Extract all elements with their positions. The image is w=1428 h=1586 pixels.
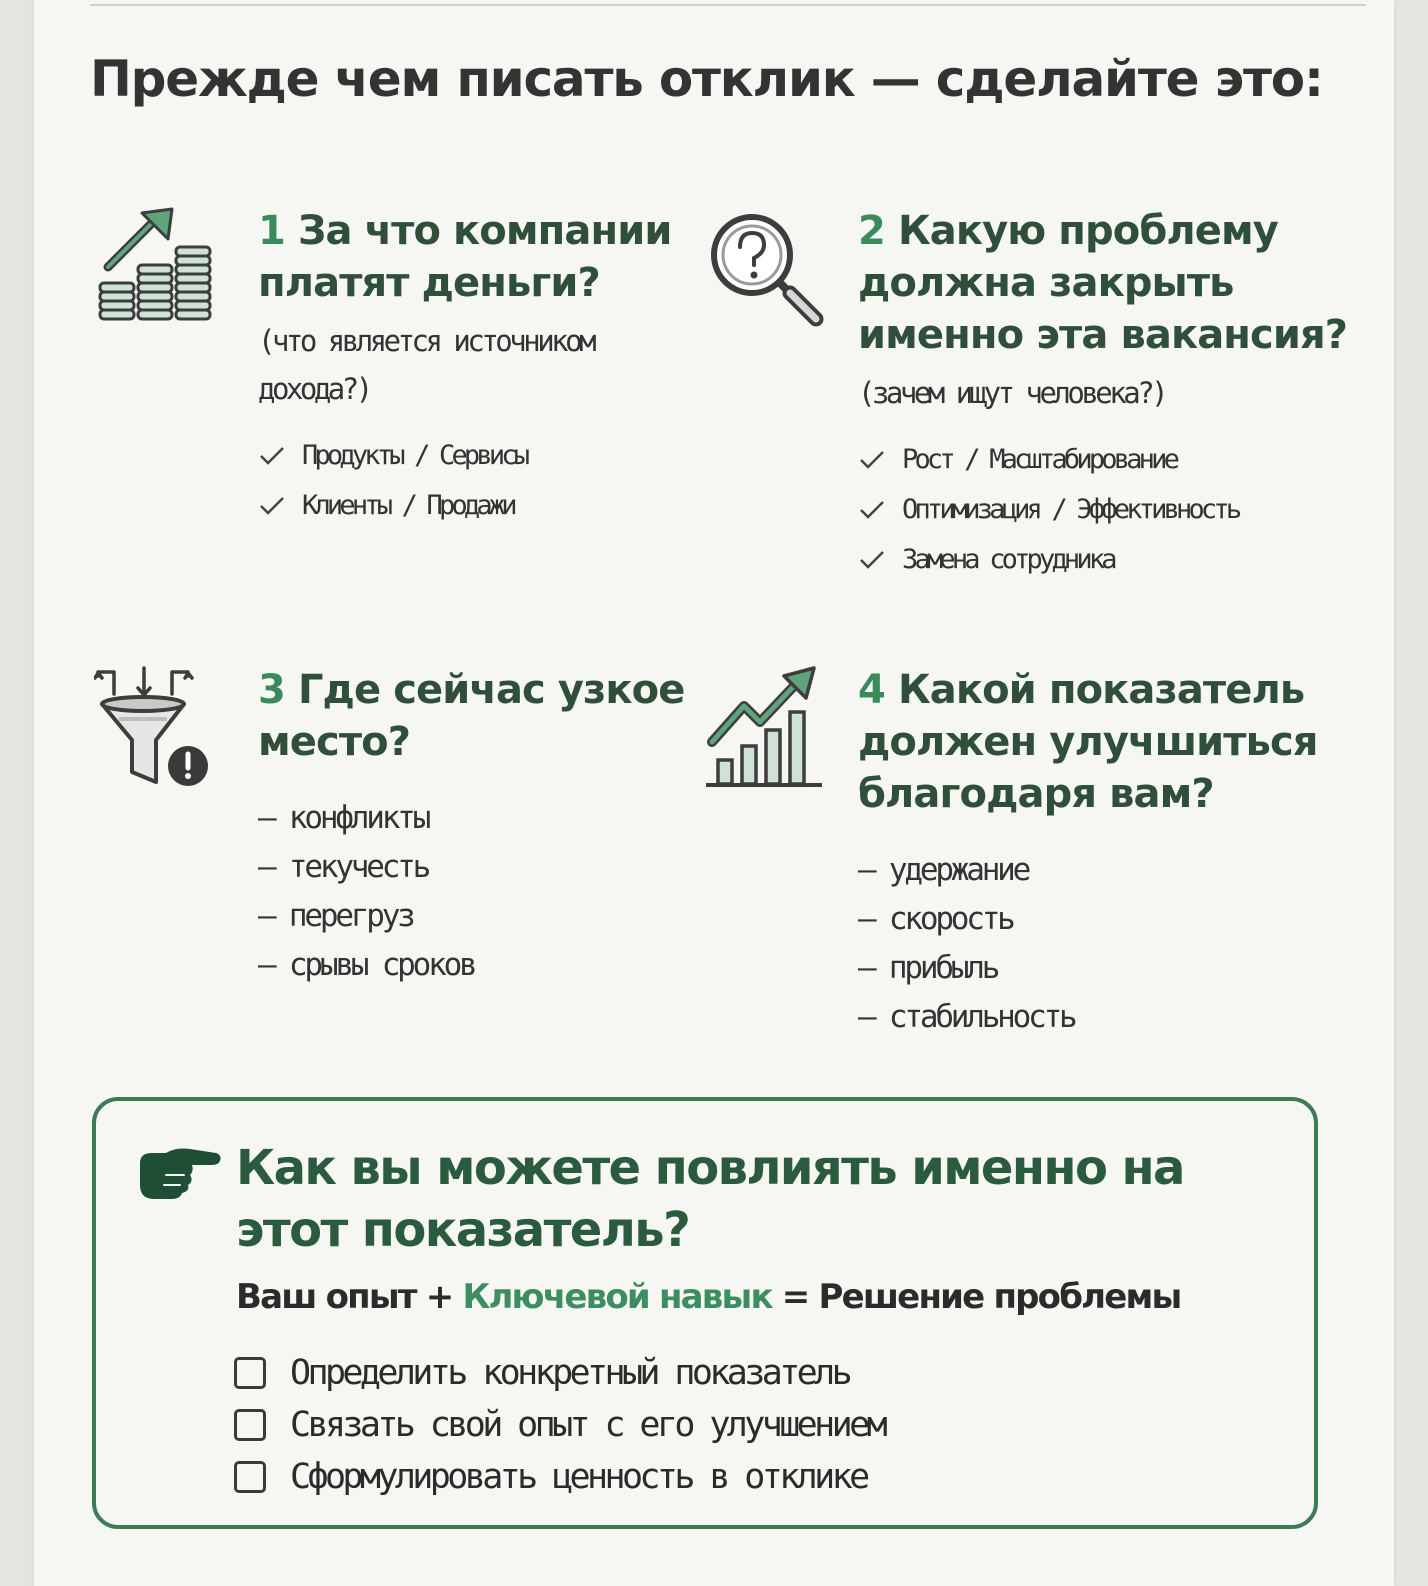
task-checklist [234, 1347, 884, 1503]
list-item: — перегруз [258, 898, 413, 934]
step-4-title: Какой показатель должен улучшиться благодаря вам? [858, 667, 1318, 817]
list-item: — скорость [858, 901, 1013, 937]
step-1 [90, 205, 690, 585]
magnifier-question-icon [706, 209, 828, 331]
list-item: Продукты / Сервисы [258, 431, 698, 481]
checkbox[interactable] [234, 1409, 266, 1441]
step-3-number: 3 [258, 667, 285, 713]
step-3-heading [258, 664, 698, 768]
list-item: Оптимизация / Эффективность [858, 485, 1378, 535]
checkmark-icon [258, 445, 302, 467]
checkbox[interactable] [234, 1461, 266, 1493]
coins-growth-icon [94, 205, 214, 330]
step-4 [706, 664, 1366, 1064]
step-3 [90, 664, 690, 1024]
chart-growth-icon [706, 664, 828, 789]
top-divider [90, 4, 1366, 6]
step-2-title: Какую проблему должна закрыть именно эта вакансия? [858, 208, 1348, 358]
step-1-checklist [258, 431, 698, 531]
list-item: Рост / Масштабирование [858, 435, 1378, 485]
funnel-warning-icon [94, 664, 214, 794]
step-2-subtitle: (зачем ищут человека?) [858, 376, 1166, 410]
step-3-list [258, 794, 698, 990]
list-item: — конфликты [258, 800, 429, 836]
formula-highlight: Ключевой навык [462, 1277, 772, 1317]
step-2-number: 2 [858, 208, 885, 254]
checkmark-icon [858, 499, 902, 521]
step-2-heading [858, 205, 1378, 361]
step-4-list [858, 846, 1378, 1042]
step-4-number: 4 [858, 667, 885, 713]
step-1-title: За что компании платят деньги? [258, 208, 672, 306]
step-3-title: Где сейчас узкое место? [258, 667, 685, 765]
pointing-hand-icon [136, 1141, 222, 1205]
checkmark-icon [858, 549, 902, 571]
formula: Ваш опыт + Ключевой навык = Решение проблемы [236, 1277, 1181, 1317]
list-item: — стабильность [858, 999, 1075, 1035]
checkmark-icon [258, 495, 302, 517]
step-4-heading [858, 664, 1378, 820]
task-item[interactable]: Связать свой опыт с его улучшением [234, 1399, 884, 1451]
list-item: — удержание [858, 852, 1029, 888]
step-2-checklist [858, 435, 1378, 585]
list-item: — текучесть [258, 849, 429, 885]
task-item[interactable]: Определить конкретный показатель [234, 1347, 884, 1399]
checkbox[interactable] [234, 1357, 266, 1389]
callout-title: Как вы можете повлиять именно на этот показатель? [236, 1140, 1184, 1258]
step-1-number: 1 [258, 208, 285, 254]
callout-box [92, 1097, 1318, 1529]
list-item: Замена сотрудника [858, 535, 1378, 585]
step-1-heading [258, 205, 698, 309]
list-item: — прибыль [858, 950, 998, 986]
list-item: Клиенты / Продажи [258, 481, 698, 531]
step-2 [706, 205, 1366, 605]
page-title: Прежде чем писать отклик — сделайте это: [90, 50, 1323, 108]
list-item: — срывы сроков [258, 947, 475, 983]
infographic-page [34, 0, 1394, 1586]
checkmark-icon [858, 449, 902, 471]
step-1-subtitle: (что является источником дохода?) [258, 324, 594, 406]
task-item[interactable]: Сформулировать ценность в отклике [234, 1451, 884, 1503]
